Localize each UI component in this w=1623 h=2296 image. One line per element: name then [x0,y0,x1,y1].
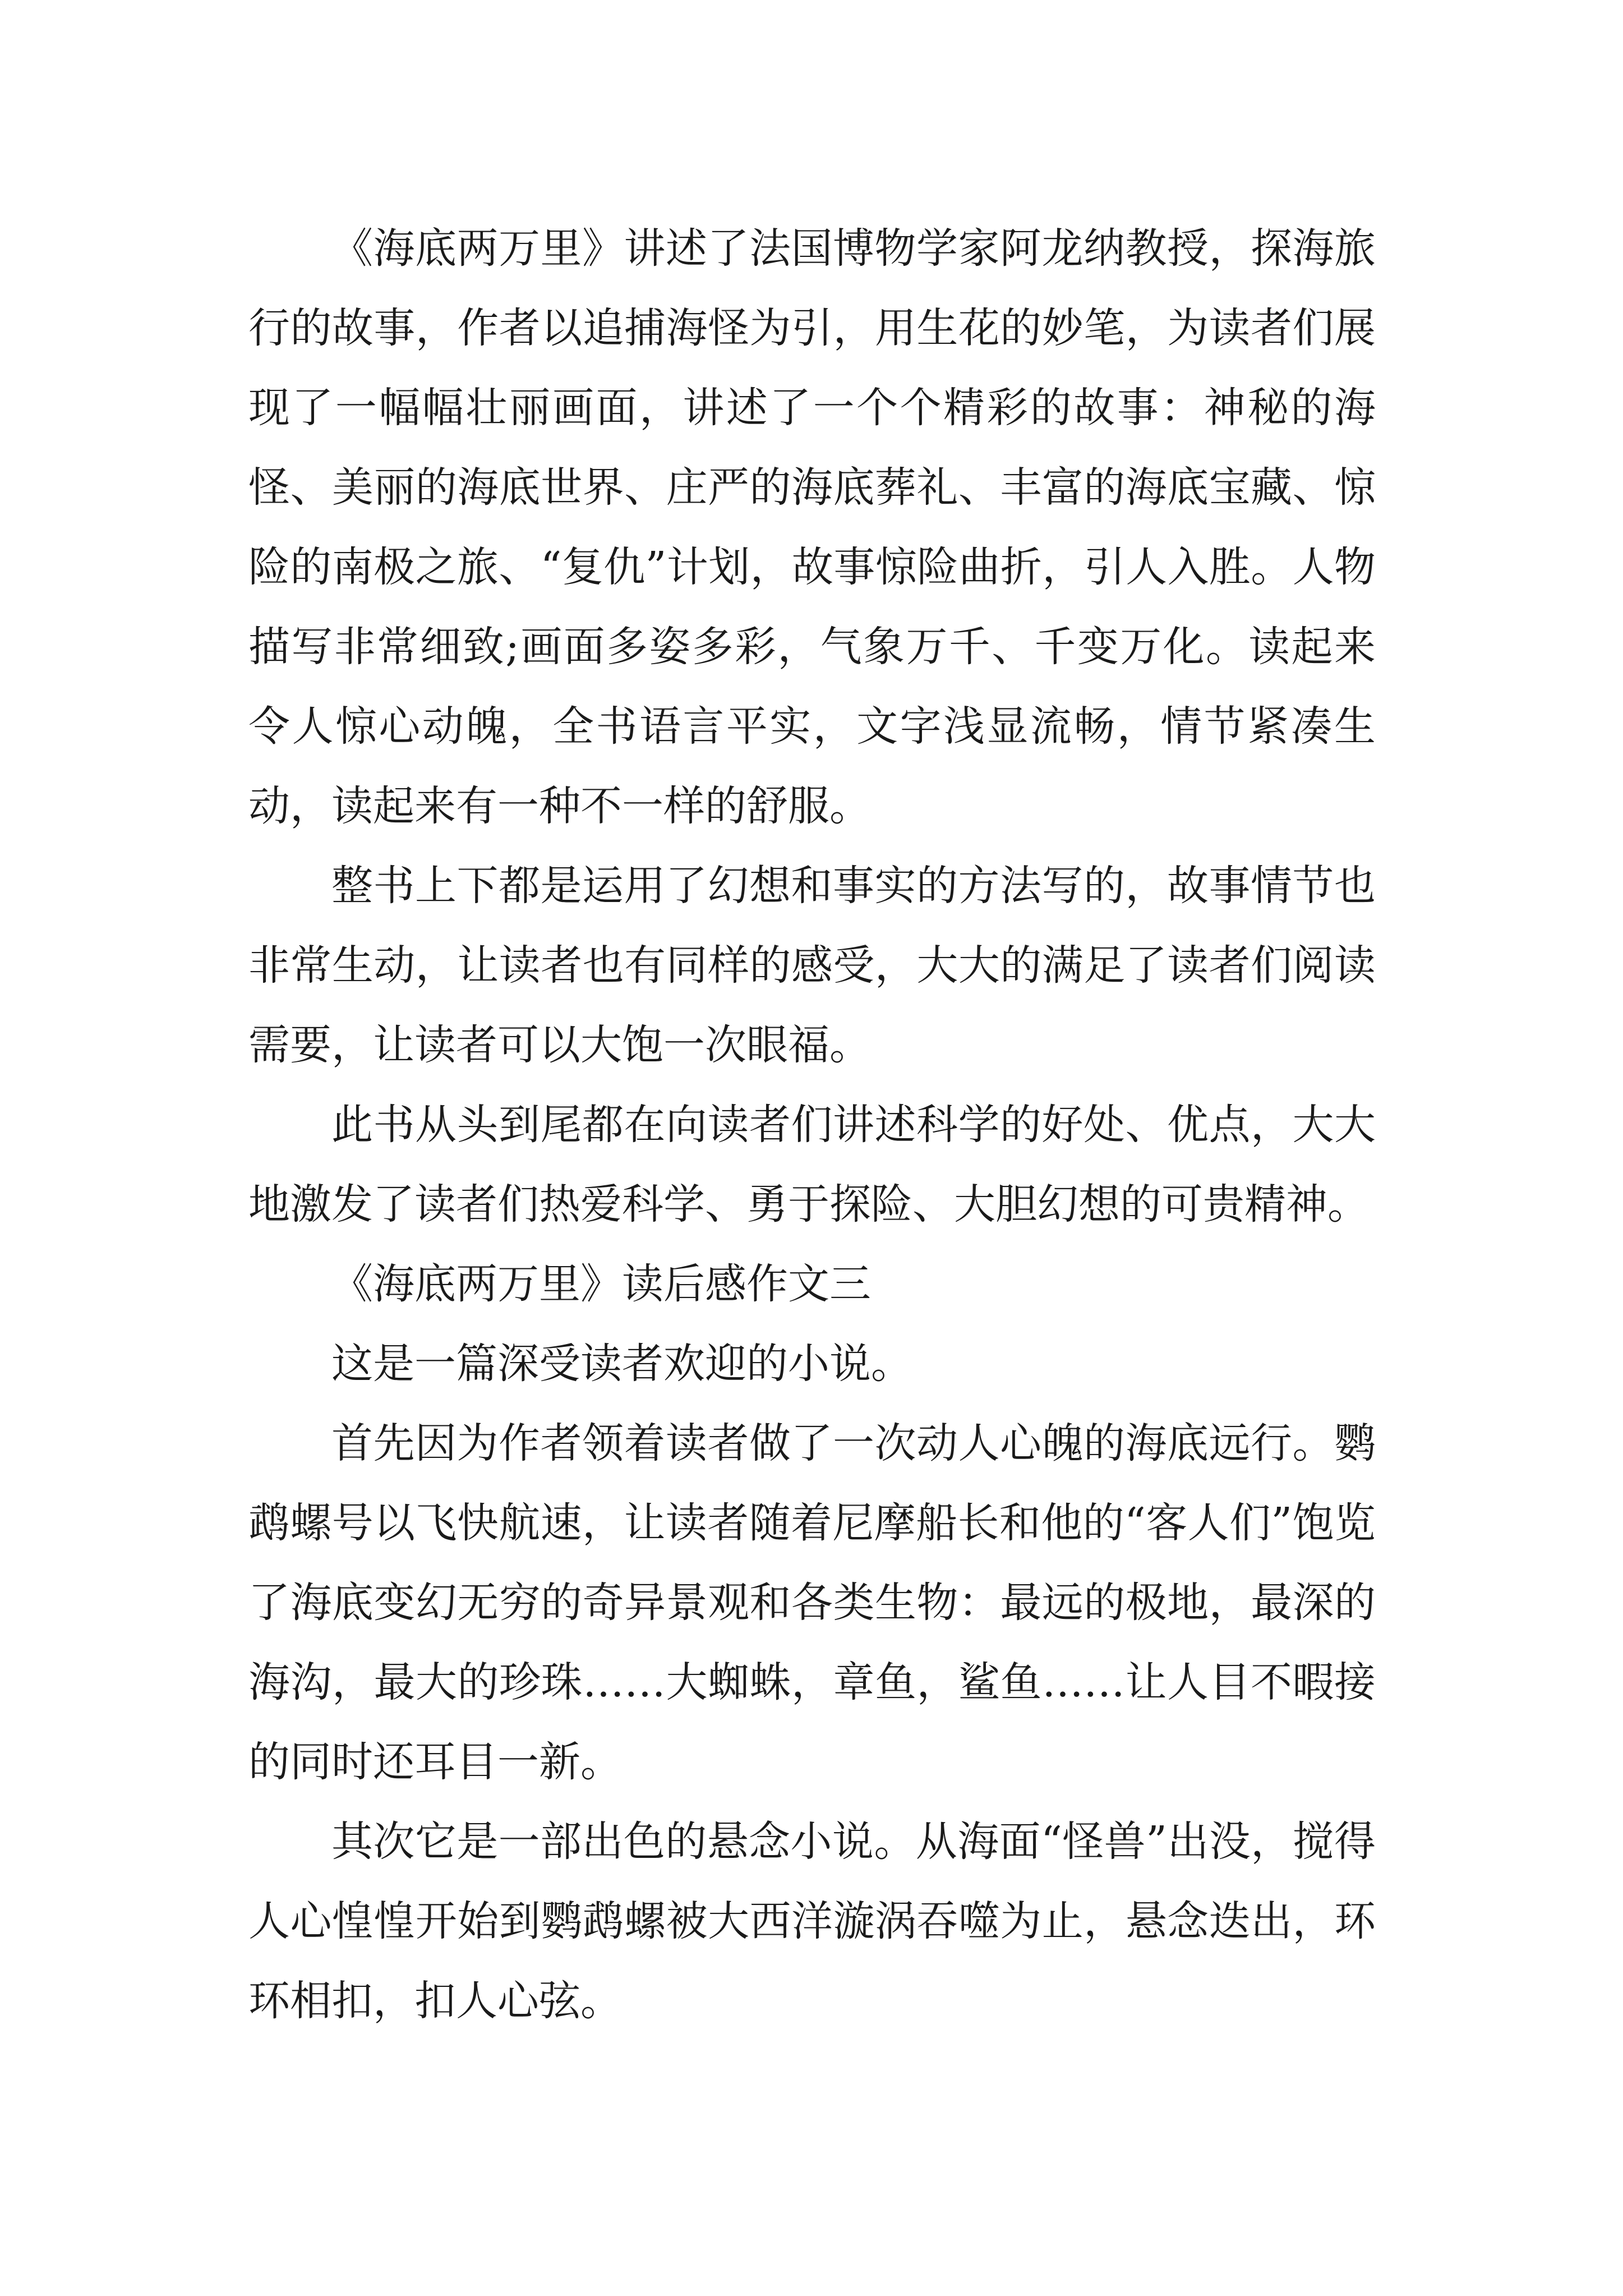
paragraph-2: 整书上下都是运用了幻想和事实的方法写的，故事情节也非常生动，让读者也有同样的感受，大大的满足了读者们阅读需要，让读者可以大饱一次眼福。 [248,862,1376,1069]
section-heading: 《海底两万里》读后感作文三 [331,1260,871,1308]
paragraph-3: 此书从头到尾都在向读者们讲述科学的好处、优点，大大地激发了读者们热爱科学、勇于探险、大胆幻想的可贵精神。 [248,1101,1376,1228]
paragraph-5: 首先因为作者领着读者做了一次动人心魄的海底远行。鹦鹉螺号以飞快航速，让读者随着尼摩船长和他的“客人们”饱览了海底变幻无穷的奇异景观和各类生物：最远的极地，最深的海沟，最大的珍珠……大蜘蛛，章鱼，鲨鱼……让人目不暇接的同时还耳目一新。 [248,1419,1376,1786]
paragraph-1: 《海底两万里》讲述了法国博物学家阿龙纳教授，探海旅行的故事，作者以追捕海怪为引，用生花的妙笔，为读者们展现了一幅幅壮丽画面，讲述了一个个精彩的故事：神秘的海怪、美丽的海底世界、庄严的海底葬礼、丰富的海底宝藏、惊险的南极之旅、“复仇”计划，故事惊险曲折，引人入胜。人物描写非常细致;画面多姿多彩，气象万千、千变万化。读起来令人惊心动魄，全书语言平实，文字浅显流畅，情节紧凑生动，读起来有一种不一样的舒服。 [248,224,1376,830]
paragraph-4: 这是一篇深受读者欢迎的小说。 [331,1340,912,1388]
document-body [248,209,1376,2041]
paragraph-6: 其次它是一部出色的悬念小说。从海面“怪兽”出没，搅得人心惶惶开始到鹦鹉螺被大西洋漩涡吞噬为止，悬念迭出，环环相扣，扣人心弦。 [248,1818,1376,2025]
